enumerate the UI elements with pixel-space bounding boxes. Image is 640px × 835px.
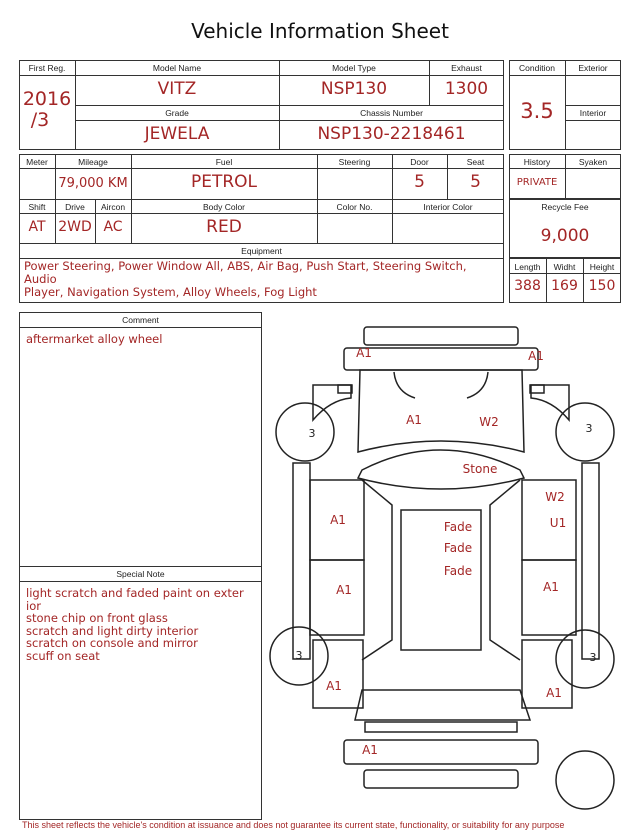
trunk [365,722,517,732]
comment-label: Comment [122,315,159,325]
seat-label: Seat [466,157,485,167]
history-value: PRIVATE [516,177,558,188]
body-color-label: Body Color [202,202,246,212]
cabin-right-pillar [490,480,520,660]
first-reg-year: 2016 [22,88,72,110]
special-note-line: ior [26,598,41,613]
mark-roof-3: Fade [443,564,473,578]
door-label: Door [410,157,429,167]
exhaust-label: Exhaust [451,63,482,73]
interior-label: Interior [579,108,607,118]
grade-label: Grade [165,108,189,118]
spare-wheel [556,751,614,809]
mark-front-bumper-left: A1 [356,346,372,360]
exhaust-value: 1300 [444,79,489,99]
chassis-number-value: NSP130-2218461 [317,124,466,144]
drive-value: 2WD [58,219,92,235]
mark-wheel-front-left: 3 [308,427,316,440]
comment-text [26,333,162,346]
right-rear-door [522,560,576,635]
length-value: 388 [514,278,541,294]
aircon-label: Aircon [100,202,126,212]
meter-label: Meter [26,157,48,167]
mark-right-rear-door: A1 [543,580,559,594]
comment-line: aftermarket alloy wheel [26,332,163,346]
left-sill [293,463,310,659]
mark-roof-2: Fade [443,541,473,555]
width-label: Widht [553,262,576,272]
exterior-label: Exterior [578,63,608,73]
disclaimer-footer: This sheet reflects the vehicle's condition at issuance and does not guarantee its current state, functionality, or suitability for any purpose [22,820,565,830]
length-label: Length [514,262,541,272]
windshield [358,450,524,489]
width-value: 169 [551,278,578,294]
mark-rear-bumper: A1 [362,743,378,757]
mark-right-front-door-top: W2 [545,490,565,504]
steering-label: Steering [338,157,371,167]
body-color-value: RED [206,217,242,237]
interior-color-label: Interior Color [423,202,473,212]
drive-label: Drive [65,202,85,212]
mark-left-rear-quarter: A1 [326,679,342,693]
model-type-label: Model Type [332,63,376,73]
fuel-label: Fuel [215,157,233,167]
mark-windshield: Stone [462,462,498,476]
rear-window [355,690,530,720]
left-rear-door [310,560,364,635]
car-damage-diagram [268,320,628,820]
model-type-value: NSP130 [320,79,388,99]
special-note-line: scratch and light dirty interior [26,623,199,638]
mark-right-rear-quarter: A1 [546,686,562,700]
model-name-value: VITZ [157,79,197,99]
mark-hood-right: W2 [479,415,499,429]
first-reg-month: /3 [30,109,50,131]
special-note-line: scuff on seat [26,648,100,663]
height-value: 150 [588,278,616,294]
special-note-line: stone chip on front glass [26,611,168,626]
wheel-front-left [276,403,334,461]
cabin-left-pillar [362,480,392,660]
aircon-value: AC [103,219,123,235]
equipment-line: Player, Navigation System, Alloy Wheels, Fog Light [24,285,317,299]
mark-wheel-front-right: 3 [585,422,593,435]
grade-value: JEWELA [144,124,210,144]
equipment-text [24,260,502,299]
recycle-fee-label: Recycle Fee [541,202,589,212]
mileage-label: Mileage [78,157,108,167]
body-outline [358,370,524,452]
right-mirror [530,385,544,393]
hood-right-curve [467,372,488,398]
equipment-label: Equipment [241,246,282,256]
shift-label: Shift [28,202,46,212]
rear-bumper-bottom [364,770,518,788]
history-label: History [523,157,551,167]
chassis-number-label: Chassis Number [360,108,423,118]
front-bumper [344,348,538,370]
mileage-value: 79,000 KM [58,176,128,191]
color-no-label: Color No. [336,202,373,212]
mark-front-bumper-right: A1 [528,349,544,363]
mark-left-front-door: A1 [330,513,346,527]
mark-left-rear-door: A1 [336,583,352,597]
first-reg-label: First Reg. [28,63,66,73]
condition-label: Condition [519,63,555,73]
special-note-line: scratch on console and mirror [26,636,198,651]
left-mirror [338,385,352,393]
condition-value: 3.5 [520,99,554,123]
door-value: 5 [414,172,425,192]
mark-right-front-door-bottom: U1 [549,516,567,530]
equipment-line: Power Steering, Power Window All, ABS, Air Bag, Push Start, Steering Switch, Audio [24,259,467,286]
front-bumper-top [364,327,518,345]
special-note-label: Special Note [116,569,165,579]
page-title: Vehicle Information Sheet [191,19,449,43]
model-name-label: Model Name [152,63,202,73]
special-note-line: light scratch and faded paint on exter [26,586,244,600]
fuel-value: PETROL [190,172,258,192]
hood-left-curve [394,372,415,398]
mark-wheel-rear-right: 3 [589,651,597,664]
right-front-fender [531,385,569,420]
mark-wheel-rear-left: 3 [295,649,303,662]
recycle-fee-value: 9,000 [540,226,590,246]
left-rear-quarter [313,640,363,708]
mark-roof-1: Fade [443,520,473,534]
shift-value: AT [28,219,46,235]
left-front-fender [313,385,351,420]
seat-value: 5 [470,172,481,192]
syaken-label: Syaken [578,157,608,167]
special-note-text [26,587,244,663]
height-label: Height [589,262,615,272]
mark-hood-left: A1 [406,413,422,427]
